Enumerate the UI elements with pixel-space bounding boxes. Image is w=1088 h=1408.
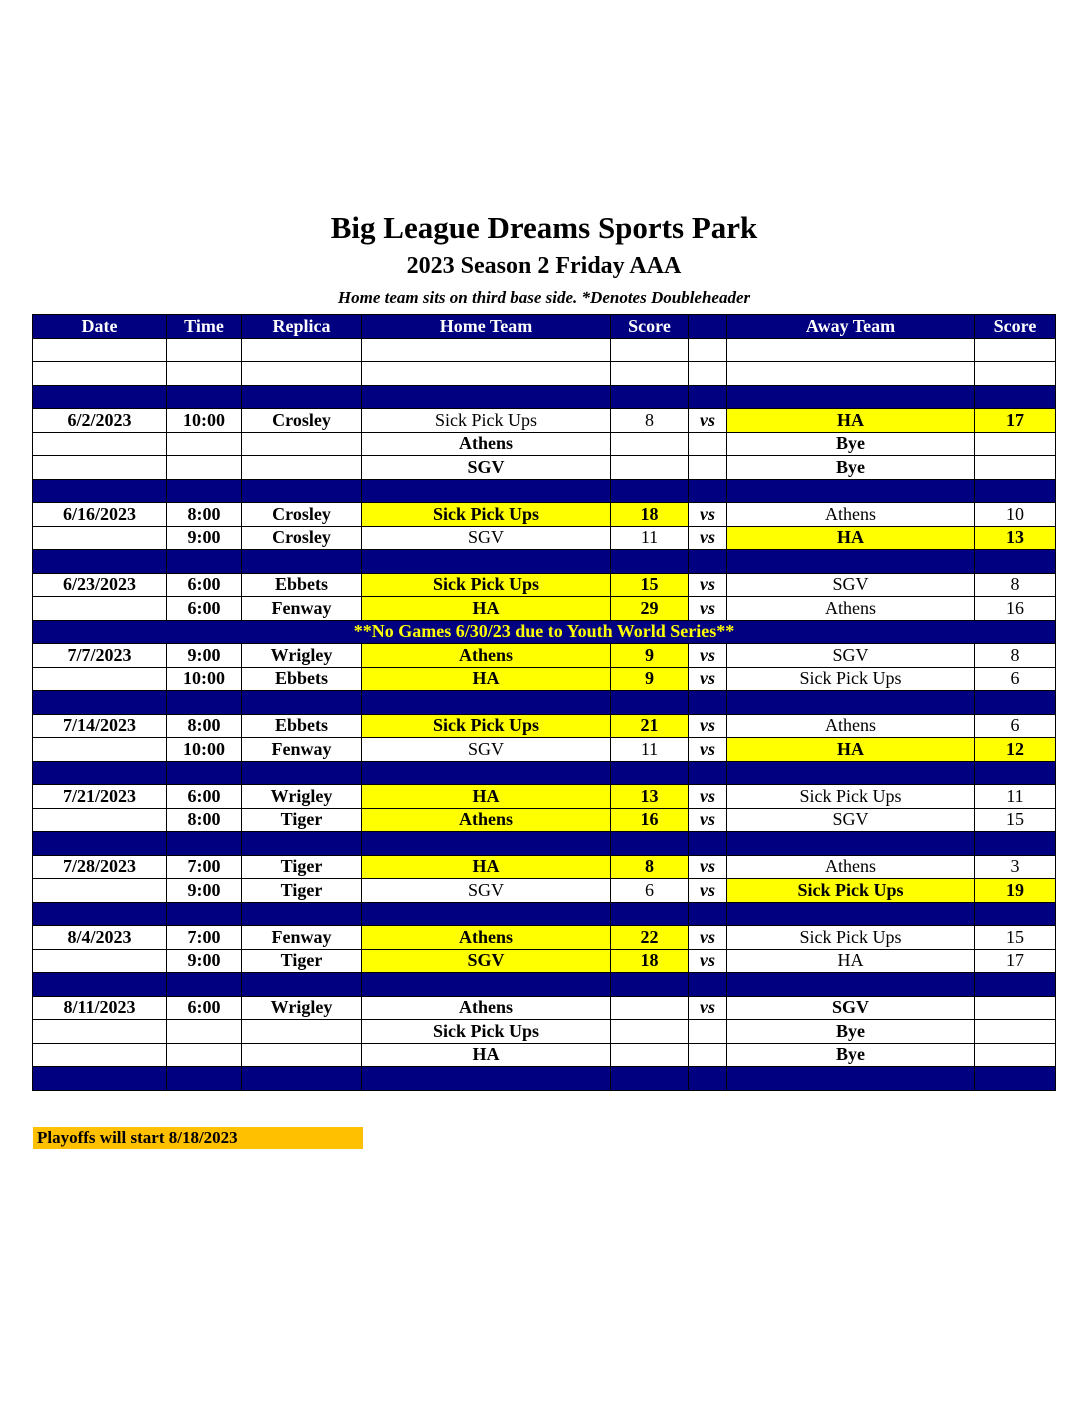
cell-time: 6:00 xyxy=(167,996,242,1020)
cell-replica: Crosley xyxy=(242,409,362,433)
cell-replica xyxy=(242,479,362,503)
cell-replica xyxy=(242,432,362,456)
cell-away-score: 13 xyxy=(975,526,1056,550)
cell-home-score xyxy=(611,1043,689,1067)
separator-row xyxy=(33,973,1056,997)
cell-home-team xyxy=(362,479,611,503)
cell-vs: vs xyxy=(689,785,727,809)
cell-time xyxy=(167,1043,242,1067)
cell-replica xyxy=(242,550,362,574)
cell-vs: vs xyxy=(689,597,727,621)
table-row xyxy=(33,644,1056,668)
cell-time xyxy=(167,479,242,503)
cell-away-team: HA xyxy=(727,526,975,550)
table-row xyxy=(33,597,1056,621)
cell-date xyxy=(33,1020,167,1044)
playoffs-note: Playoffs will start 8/18/2023 xyxy=(33,1127,363,1149)
cell-time: 9:00 xyxy=(167,879,242,903)
table-row xyxy=(33,456,1056,480)
cell-time: 7:00 xyxy=(167,926,242,950)
cell-date xyxy=(33,832,167,856)
cell-home-score xyxy=(611,456,689,480)
cell-away-score: 6 xyxy=(975,667,1056,691)
cell-home-team: Sick Pick Ups xyxy=(362,714,611,738)
cell-vs xyxy=(689,832,727,856)
cell-time xyxy=(167,362,242,386)
cell-time xyxy=(167,1020,242,1044)
cell-date: 7/28/2023 xyxy=(33,855,167,879)
cell-away-team: Bye xyxy=(727,432,975,456)
cell-away-team: Athens xyxy=(727,597,975,621)
cell-home-team: SGV xyxy=(362,949,611,973)
cell-home-score xyxy=(611,550,689,574)
notice-row xyxy=(33,620,1056,644)
cell-date xyxy=(33,949,167,973)
cell-home-score: 15 xyxy=(611,573,689,597)
cell-home-team xyxy=(362,902,611,926)
table-row xyxy=(33,573,1056,597)
cell-replica: Fenway xyxy=(242,738,362,762)
table-row xyxy=(33,503,1056,527)
cell-date: 7/7/2023 xyxy=(33,644,167,668)
header-home-score: Score xyxy=(611,315,689,339)
cell-replica xyxy=(242,385,362,409)
separator-row xyxy=(33,832,1056,856)
cell-date xyxy=(33,691,167,715)
page-subtitle: 2023 Season 2 Friday AAA xyxy=(406,253,682,279)
cell-home-team xyxy=(362,761,611,785)
cell-date xyxy=(33,973,167,997)
cell-home-score xyxy=(611,1020,689,1044)
cell-away-team: SGV xyxy=(727,573,975,597)
cell-home-score: 11 xyxy=(611,526,689,550)
table-row xyxy=(33,1020,1056,1044)
cell-away-score xyxy=(975,973,1056,997)
cell-away-score xyxy=(975,902,1056,926)
separator-row xyxy=(33,1067,1056,1091)
cell-away-score: 17 xyxy=(975,949,1056,973)
cell-away-team: Sick Pick Ups xyxy=(727,667,975,691)
cell-away-team: Sick Pick Ups xyxy=(727,785,975,809)
cell-away-team: Bye xyxy=(727,1043,975,1067)
cell-home-score xyxy=(611,691,689,715)
header-row xyxy=(33,315,1056,339)
cell-away-score: 3 xyxy=(975,855,1056,879)
table-row xyxy=(33,1043,1056,1067)
cell-time xyxy=(167,432,242,456)
cell-home-team: HA xyxy=(362,855,611,879)
cell-replica: Crosley xyxy=(242,526,362,550)
cell-away-team xyxy=(727,973,975,997)
cell-date xyxy=(33,597,167,621)
table-row xyxy=(33,808,1056,832)
header-vs xyxy=(689,315,727,339)
blank-row xyxy=(33,362,1056,386)
cell-home-team xyxy=(362,385,611,409)
cell-away-team xyxy=(727,761,975,785)
cell-vs xyxy=(689,338,727,362)
cell-home-score xyxy=(611,1067,689,1091)
cell-date xyxy=(33,385,167,409)
cell-vs: vs xyxy=(689,879,727,903)
cell-home-team: HA xyxy=(362,1043,611,1067)
header-away-score: Score xyxy=(975,315,1056,339)
cell-away-score xyxy=(975,691,1056,715)
cell-home-team xyxy=(362,362,611,386)
cell-home-team: Athens xyxy=(362,432,611,456)
cell-replica: Wrigley xyxy=(242,996,362,1020)
table-row xyxy=(33,996,1056,1020)
cell-time xyxy=(167,691,242,715)
cell-replica xyxy=(242,1020,362,1044)
cell-home-score xyxy=(611,832,689,856)
cell-away-team: Athens xyxy=(727,855,975,879)
header-away-team: Away Team xyxy=(727,315,975,339)
cell-away-score xyxy=(975,385,1056,409)
cell-replica: Tiger xyxy=(242,808,362,832)
cell-replica: Ebbets xyxy=(242,667,362,691)
cell-vs: vs xyxy=(689,409,727,433)
cell-away-team: HA xyxy=(727,738,975,762)
cell-home-team: HA xyxy=(362,597,611,621)
cell-away-score: 12 xyxy=(975,738,1056,762)
cell-home-score xyxy=(611,362,689,386)
cell-replica: Tiger xyxy=(242,879,362,903)
header-date: Date xyxy=(33,315,167,339)
cell-home-score: 9 xyxy=(611,667,689,691)
cell-away-team xyxy=(727,479,975,503)
cell-date xyxy=(33,479,167,503)
cell-date xyxy=(33,879,167,903)
cell-replica xyxy=(242,691,362,715)
cell-away-team: Bye xyxy=(727,456,975,480)
cell-vs: vs xyxy=(689,949,727,973)
schedule-note: Home team sits on third base side. *Denotes Doubleheader xyxy=(337,288,751,307)
cell-away-score xyxy=(975,338,1056,362)
cell-time xyxy=(167,338,242,362)
cell-date: 7/21/2023 xyxy=(33,785,167,809)
cell-vs xyxy=(689,902,727,926)
cell-vs xyxy=(689,479,727,503)
cell-home-team xyxy=(362,973,611,997)
cell-replica: Wrigley xyxy=(242,644,362,668)
cell-time: 6:00 xyxy=(167,573,242,597)
cell-home-score xyxy=(611,479,689,503)
cell-vs: vs xyxy=(689,526,727,550)
cell-replica xyxy=(242,1067,362,1091)
cell-vs xyxy=(689,761,727,785)
header-home-team: Home Team xyxy=(362,315,611,339)
cell-away-score: 8 xyxy=(975,573,1056,597)
header-replica: Replica xyxy=(242,315,362,339)
cell-away-team: Sick Pick Ups xyxy=(727,879,975,903)
cell-away-team: Athens xyxy=(727,503,975,527)
separator-row xyxy=(33,761,1056,785)
cell-vs: vs xyxy=(689,503,727,527)
table-row xyxy=(33,785,1056,809)
cell-time xyxy=(167,761,242,785)
cell-away-team: Bye xyxy=(727,1020,975,1044)
cell-home-score: 16 xyxy=(611,808,689,832)
cell-home-score: 21 xyxy=(611,714,689,738)
cell-home-score: 18 xyxy=(611,949,689,973)
separator-row xyxy=(33,479,1056,503)
cell-date xyxy=(33,526,167,550)
cell-vs xyxy=(689,456,727,480)
cell-time: 7:00 xyxy=(167,855,242,879)
table-row xyxy=(33,409,1056,433)
cell-home-team: Athens xyxy=(362,996,611,1020)
cell-home-team: Athens xyxy=(362,926,611,950)
cell-time: 8:00 xyxy=(167,714,242,738)
cell-away-team xyxy=(727,691,975,715)
cell-time xyxy=(167,550,242,574)
cell-replica xyxy=(242,973,362,997)
cell-away-team xyxy=(727,362,975,386)
cell-replica: Ebbets xyxy=(242,714,362,738)
cell-vs: vs xyxy=(689,573,727,597)
cell-home-team: Athens xyxy=(362,644,611,668)
cell-home-score xyxy=(611,973,689,997)
notice-text: **No Games 6/30/23 due to Youth World Series** xyxy=(33,620,1056,644)
cell-home-score: 11 xyxy=(611,738,689,762)
cell-vs xyxy=(689,385,727,409)
cell-away-team: HA xyxy=(727,409,975,433)
cell-vs xyxy=(689,362,727,386)
cell-replica xyxy=(242,456,362,480)
cell-home-score xyxy=(611,385,689,409)
cell-home-score: 13 xyxy=(611,785,689,809)
cell-vs xyxy=(689,973,727,997)
cell-away-score xyxy=(975,761,1056,785)
cell-replica xyxy=(242,362,362,386)
cell-time: 9:00 xyxy=(167,949,242,973)
cell-away-score xyxy=(975,1043,1056,1067)
cell-home-score xyxy=(611,902,689,926)
cell-away-score: 17 xyxy=(975,409,1056,433)
cell-home-score xyxy=(611,432,689,456)
cell-home-team: SGV xyxy=(362,526,611,550)
cell-time xyxy=(167,1067,242,1091)
table-row xyxy=(33,526,1056,550)
cell-home-team: Sick Pick Ups xyxy=(362,409,611,433)
cell-home-team: SGV xyxy=(362,879,611,903)
cell-away-score xyxy=(975,1067,1056,1091)
cell-vs: vs xyxy=(689,855,727,879)
cell-replica: Tiger xyxy=(242,855,362,879)
schedule-table xyxy=(32,314,1056,1091)
separator-row xyxy=(33,550,1056,574)
cell-date: 6/23/2023 xyxy=(33,573,167,597)
cell-home-score: 6 xyxy=(611,879,689,903)
cell-home-team xyxy=(362,550,611,574)
cell-replica xyxy=(242,832,362,856)
table-row xyxy=(33,879,1056,903)
cell-vs xyxy=(689,432,727,456)
cell-home-score xyxy=(611,338,689,362)
cell-home-team: SGV xyxy=(362,738,611,762)
cell-home-score: 9 xyxy=(611,644,689,668)
cell-time: 10:00 xyxy=(167,738,242,762)
cell-away-score: 8 xyxy=(975,644,1056,668)
cell-away-team: SGV xyxy=(727,808,975,832)
table-row xyxy=(33,432,1056,456)
cell-date xyxy=(33,362,167,386)
cell-home-score: 22 xyxy=(611,926,689,950)
cell-time: 10:00 xyxy=(167,409,242,433)
cell-away-team xyxy=(727,550,975,574)
schedule-body xyxy=(33,315,1056,1091)
cell-home-team xyxy=(362,691,611,715)
cell-time: 9:00 xyxy=(167,526,242,550)
cell-time xyxy=(167,385,242,409)
cell-home-team xyxy=(362,1067,611,1091)
cell-time: 6:00 xyxy=(167,785,242,809)
cell-away-team: Sick Pick Ups xyxy=(727,926,975,950)
cell-date xyxy=(33,338,167,362)
cell-home-team: Sick Pick Ups xyxy=(362,503,611,527)
cell-date: 8/4/2023 xyxy=(33,926,167,950)
cell-away-team xyxy=(727,1067,975,1091)
cell-away-score xyxy=(975,1020,1056,1044)
cell-date xyxy=(33,902,167,926)
cell-away-team: Athens xyxy=(727,714,975,738)
cell-vs: vs xyxy=(689,808,727,832)
cell-date: 8/11/2023 xyxy=(33,996,167,1020)
blank-row xyxy=(33,338,1056,362)
cell-away-team: SGV xyxy=(727,644,975,668)
cell-date: 7/14/2023 xyxy=(33,714,167,738)
cell-vs: vs xyxy=(689,667,727,691)
cell-time: 8:00 xyxy=(167,808,242,832)
cell-date: 6/2/2023 xyxy=(33,409,167,433)
cell-home-score xyxy=(611,761,689,785)
page-title: Big League Dreams Sports Park xyxy=(330,210,758,245)
cell-replica: Wrigley xyxy=(242,785,362,809)
cell-vs: vs xyxy=(689,738,727,762)
cell-replica: Crosley xyxy=(242,503,362,527)
cell-home-score: 18 xyxy=(611,503,689,527)
cell-replica: Fenway xyxy=(242,926,362,950)
cell-vs xyxy=(689,1020,727,1044)
cell-home-team: Athens xyxy=(362,808,611,832)
cell-home-team xyxy=(362,338,611,362)
separator-row xyxy=(33,691,1056,715)
cell-away-score: 15 xyxy=(975,926,1056,950)
cell-away-score xyxy=(975,996,1056,1020)
cell-away-score: 10 xyxy=(975,503,1056,527)
separator-row xyxy=(33,902,1056,926)
cell-date xyxy=(33,550,167,574)
cell-home-team: Sick Pick Ups xyxy=(362,573,611,597)
cell-vs xyxy=(689,1067,727,1091)
cell-date xyxy=(33,1043,167,1067)
cell-date xyxy=(33,667,167,691)
table-row xyxy=(33,949,1056,973)
cell-away-score: 11 xyxy=(975,785,1056,809)
cell-vs: vs xyxy=(689,644,727,668)
cell-away-score xyxy=(975,432,1056,456)
cell-away-team xyxy=(727,338,975,362)
cell-home-team: HA xyxy=(362,667,611,691)
cell-home-team: Sick Pick Ups xyxy=(362,1020,611,1044)
cell-home-score xyxy=(611,996,689,1020)
cell-away-score xyxy=(975,550,1056,574)
cell-home-team: HA xyxy=(362,785,611,809)
cell-vs xyxy=(689,691,727,715)
cell-time xyxy=(167,973,242,997)
cell-date xyxy=(33,456,167,480)
cell-time xyxy=(167,902,242,926)
header-time: Time xyxy=(167,315,242,339)
cell-away-score: 16 xyxy=(975,597,1056,621)
table-row xyxy=(33,738,1056,762)
cell-home-score: 8 xyxy=(611,855,689,879)
cell-vs: vs xyxy=(689,996,727,1020)
cell-time: 10:00 xyxy=(167,667,242,691)
cell-home-team: SGV xyxy=(362,456,611,480)
table-row xyxy=(33,667,1056,691)
cell-date xyxy=(33,1067,167,1091)
cell-away-score: 15 xyxy=(975,808,1056,832)
cell-date xyxy=(33,738,167,762)
cell-away-team xyxy=(727,385,975,409)
cell-home-team xyxy=(362,832,611,856)
cell-date: 6/16/2023 xyxy=(33,503,167,527)
cell-replica: Fenway xyxy=(242,597,362,621)
cell-home-score: 8 xyxy=(611,409,689,433)
separator-row xyxy=(33,385,1056,409)
table-row xyxy=(33,855,1056,879)
cell-date xyxy=(33,761,167,785)
cell-away-team: HA xyxy=(727,949,975,973)
cell-replica xyxy=(242,1043,362,1067)
cell-vs xyxy=(689,1043,727,1067)
cell-away-score: 19 xyxy=(975,879,1056,903)
cell-time: 9:00 xyxy=(167,644,242,668)
cell-home-score: 29 xyxy=(611,597,689,621)
cell-time: 6:00 xyxy=(167,597,242,621)
cell-away-score: 6 xyxy=(975,714,1056,738)
cell-vs xyxy=(689,550,727,574)
cell-away-score xyxy=(975,456,1056,480)
cell-vs: vs xyxy=(689,714,727,738)
cell-replica xyxy=(242,902,362,926)
cell-time xyxy=(167,456,242,480)
cell-away-team xyxy=(727,832,975,856)
table-row xyxy=(33,714,1056,738)
cell-time: 8:00 xyxy=(167,503,242,527)
cell-away-score xyxy=(975,832,1056,856)
cell-time xyxy=(167,832,242,856)
cell-replica xyxy=(242,761,362,785)
cell-away-team: SGV xyxy=(727,996,975,1020)
cell-replica xyxy=(242,338,362,362)
cell-vs: vs xyxy=(689,926,727,950)
cell-away-score xyxy=(975,362,1056,386)
cell-date xyxy=(33,808,167,832)
cell-away-score xyxy=(975,479,1056,503)
cell-replica: Tiger xyxy=(242,949,362,973)
cell-replica: Ebbets xyxy=(242,573,362,597)
table-row xyxy=(33,926,1056,950)
cell-away-team xyxy=(727,902,975,926)
cell-date xyxy=(33,432,167,456)
